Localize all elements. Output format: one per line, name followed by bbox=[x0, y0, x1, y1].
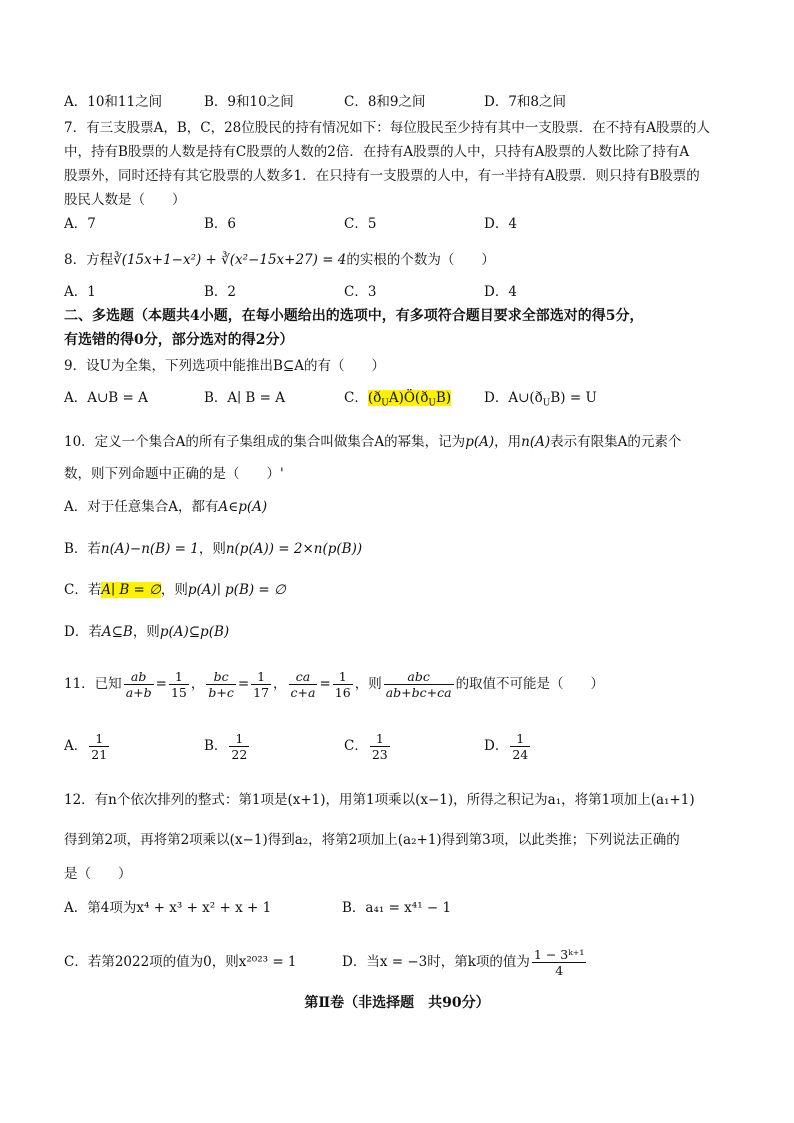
q9-option-a: A．A∪B = A bbox=[64, 390, 148, 406]
q9-option-d: D．$A\cup(ð_UB) = U$ bbox=[484, 390, 597, 409]
q11-options bbox=[64, 726, 764, 766]
q7-line-2: 中，持有B股票的人数是持有C股票的人数的2倍．在持有A股票的人中，只持有A股票的人数比除了持有A bbox=[64, 144, 690, 160]
q6-option-d: D．7和8之间 bbox=[484, 94, 567, 110]
q9-option-c: C．$(ð_UA)Ö(ð_UB)$ bbox=[344, 390, 452, 409]
q12-option-d: D．当x = −3时，第k项的值为 $\frac{\text{1 − 3ᵏ⁺¹}}{4}$ bbox=[342, 947, 585, 978]
q12-option-a: A．第4项为x⁴ + x³ + x² + x + 1 bbox=[64, 900, 272, 916]
q11-fraction-ca: $\frac{ca}{c+a}$ bbox=[290, 669, 316, 700]
q8-option-b: B．2 bbox=[204, 284, 237, 300]
q12-options-row-2 bbox=[64, 942, 764, 982]
q6-option-b: B．9和10之间 bbox=[204, 94, 294, 110]
q7-option-a: A．7 bbox=[64, 216, 96, 232]
q11-fraction-target: $\frac{\text{abc}}{ab+bc+ca}$ bbox=[385, 669, 452, 700]
q8-option-c: C．3 bbox=[344, 284, 377, 300]
q8-option-a: A．1 bbox=[64, 284, 96, 300]
q7-line-3: 股票外，同时还持有其它股票的人数多1．在只持有一支股票的人中，有一半持有A股票．则只持有B股票的 bbox=[64, 168, 700, 184]
q7-option-b: B．6 bbox=[204, 216, 237, 232]
q9-option-c-highlight: $(ð_UA)Ö(ð_UB)$ bbox=[367, 390, 452, 409]
section2-heading-line-1: 二、多选题（本题共4小题，在每小题给出的选项中，有多项符合题目要求全部选对的得5分， bbox=[64, 308, 644, 324]
q12-line-3: 是（ ） bbox=[64, 866, 132, 882]
q11-fraction-ab: $\frac{ab}{a+b}$ bbox=[125, 669, 152, 700]
q11-option-d: D． $\frac{1}{24}$ bbox=[484, 731, 529, 762]
q9-option-b: B．A∣ B = A bbox=[204, 390, 285, 406]
q7-option-c: C．5 bbox=[344, 216, 377, 232]
q10-option-c-highlight: A∣ B = ∅ bbox=[101, 582, 161, 598]
q6-option-c: C．8和9之间 bbox=[344, 94, 426, 110]
q12-option-b: B．a₄₁ = x⁴¹ − 1 bbox=[342, 900, 452, 916]
q10-option-c: C．若A∣ B = ∅，则p(A)∣ p(B) = ∅ bbox=[64, 582, 286, 598]
q8-stem bbox=[64, 250, 495, 270]
q8-suffix: 的实根的个数为（ ） bbox=[346, 252, 495, 268]
q10-option-a: A．对于任意集合A，都有A∈p(A) bbox=[64, 499, 268, 515]
q8-equation: ∛(15x+1−x²) + ∛(x²−15x+27) = 4 bbox=[113, 252, 347, 268]
section2-heading-line-2: 有选错的得0分，部分选对的得2分） bbox=[64, 332, 294, 348]
q11-option-c: C． $\frac{1}{23}$ bbox=[344, 731, 388, 762]
q6-option-a: A．10和11之间 bbox=[64, 94, 163, 110]
q8-option-d: D．4 bbox=[484, 284, 517, 300]
q12-option-c: C．若第2022项的值为0，则x²⁰²³ = 1 bbox=[64, 954, 297, 970]
q12-line-1: 12．有n个依次排列的整式：第1项是(x+1)，用第1项乘以(x−1)，所得之积记为a₁，将第1项加上(a₁+1) bbox=[64, 792, 695, 808]
q11-stem: 11．已知 $\frac{ab}{a+b}$ = $\frac{1}{15}$ ， $\frac{bc}{b+c}$ = $\frac{1}{17}$ ， $\frac{ca}{c+a}$ = $\frac{1}{16}$ ，则 $\frac{\text{abc}}{ab+bc+ca}$ 的取值不可能是（ ） bbox=[64, 669, 605, 700]
q7-line-1: 7．有三支股票A，B，C，28位股民的持有情况如下：每位股民至少持有其中一支股票．在不持有A股票的人 bbox=[64, 120, 711, 136]
q7-line-4: 股民人数是（ ） bbox=[64, 192, 186, 208]
q11-option-a: A． $\frac{1}{21}$ bbox=[64, 731, 108, 762]
q11-option-b: B． $\frac{1}{22}$ bbox=[204, 731, 248, 762]
q10-stem-line-2: 数，则下列命题中正确的是（ ）' bbox=[64, 466, 284, 482]
q9-stem: 9．设U为全集，下列选项中能推出B⊆A的有（ ） bbox=[64, 358, 385, 374]
q10-stem-line-1: 10．定义一个集合A的所有子集组成的集合叫做集合A的幂集，记为p(A)，用n(A)表示有限集A的元素个 bbox=[64, 434, 682, 450]
q7-option-d: D．4 bbox=[484, 216, 517, 232]
q8-prefix: 8．方程 bbox=[64, 252, 114, 268]
q10-option-d: D．若A⊆B，则p(A)⊆p(B) bbox=[64, 624, 230, 640]
part2-title: 第Ⅱ卷（非选择题 共90分） bbox=[304, 995, 490, 1011]
q11-fraction-bc: $\frac{bc}{b+c}$ bbox=[208, 669, 234, 700]
q10-option-b: B．若n(A)−n(B) = 1，则n(p(A)) = 2×n(p(B)) bbox=[64, 541, 363, 557]
q12-line-2: 得到第2项，再将第2项乘以(x−1)得到a₂，将第2项加上(a₂+1)得到第3项，以此类推；下列说法正确的 bbox=[64, 832, 680, 848]
